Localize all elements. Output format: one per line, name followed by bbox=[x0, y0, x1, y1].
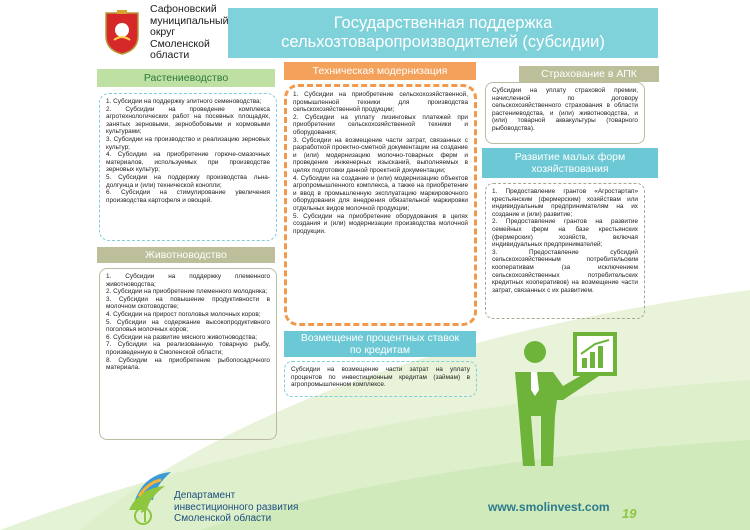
list-item: 1. Субсидии на поддержку элитного семеноводства; bbox=[106, 98, 262, 105]
list-item: 2. Субсидии на уплату лизинговых платежей при приобретении сельскохозяйственной техники и оборудования; bbox=[293, 113, 468, 136]
businessman-chart-icon bbox=[505, 330, 620, 470]
list-item: 4. Субсидии на прирост поголовья молочных коров; bbox=[106, 310, 261, 318]
list-item: 2. Предоставление грантов на развитие семейных ферм на базе крестьянских (фермерских) хозяйств, включая индивидуальных предпринимателей; bbox=[492, 218, 638, 249]
list-item: 6. Субсидии на развитие мясного животноводства; bbox=[106, 333, 258, 341]
insurance-text bbox=[485, 82, 645, 144]
list-item: 5. Субсидии на поддержку производства льна-долгунца и (или) технической конопли; bbox=[106, 173, 270, 189]
livestock-list bbox=[99, 268, 277, 440]
list-item: Субсидии на уплату страховой премии, начисленной по договору сельскохозяйственного страхования в области растениеводства, и (или) животноводства, и (или) товарной аквакультуры (товарного рыбоводства). bbox=[492, 87, 638, 132]
list-item: 4. Субсидии на создание и (или) модернизацию объектов агропромышленного комплекса, а также на приобретение и ввод в промышленную эксплуатацию маркировочного оборудования для внедрения обязательной маркировки отдельных видов молочной продукции; bbox=[293, 174, 468, 212]
list-item: 3. Субсидии на производство и реализацию зерновых культур; bbox=[106, 135, 270, 151]
region-name: Сафоновский муниципальный округ Смоленской области bbox=[150, 3, 229, 61]
dept-line-2: инвестиционного развития bbox=[174, 501, 299, 513]
page-title-banner bbox=[228, 8, 658, 58]
department-logo-icon bbox=[125, 470, 175, 526]
list-item: 1. Субсидии на приобретение сельскохозяйственной, промышленной техники для производства сельскохозяйственной продукции; bbox=[293, 91, 468, 114]
list-item: 2. Субсидии на приобретение племенного молодняка; bbox=[106, 288, 268, 296]
livestock-header: Животноводство bbox=[97, 247, 275, 263]
list-item: 2. Субсидии на проведение комплекса агротехнологических работ на посевных площадях, занятых зерновыми, зернобобовыми и кормовыми культурами; bbox=[106, 105, 270, 136]
list-item: 7. Субсидии на реализованную товарную рыбу, произведенную в Смоленской области; bbox=[106, 341, 270, 356]
list-item: Субсидии на возмещение части затрат на уплату процентов по инвестиционным кредитам (займам) в агропромышленном комплексе. bbox=[291, 366, 470, 389]
list-item: 3. Субсидии на возмещение части затрат, связанных с разработкой проектно-сметной документации на создание и (или) модернизацию молочно-товарных ферм и проведение инженерных изысканий, выполняемых в целях подготовки данной проектной документации; bbox=[293, 136, 468, 174]
crop-header: Растениеводство bbox=[97, 69, 275, 87]
list-item: 1. Предоставление грантов «Агростартап» крестьянским (фермерским) хозяйствам или индивидуальным предпринимателям на их создание и (или) развитие; bbox=[492, 188, 638, 218]
department-name bbox=[174, 490, 334, 525]
dept-line-3: Смоленской области bbox=[174, 513, 272, 524]
list-item: 1. Субсидии на поддержку племенного животноводства; bbox=[106, 273, 270, 288]
list-item: 5. Субсидии на содержание высокопродуктивного поголовья молочных коров; bbox=[106, 318, 270, 334]
list-item: 5. Субсидии на приобретение оборудования в целях создания и (или) модернизации производства молочной продукции. bbox=[293, 212, 468, 235]
list-item: 3. Субсидии на повышение продуктивности в молочном скотоводстве; bbox=[106, 295, 270, 311]
title-line-1: Государственная поддержка bbox=[333, 14, 553, 32]
website-link[interactable]: www.smolinvest.com bbox=[488, 500, 610, 514]
small-list bbox=[485, 183, 645, 319]
crop-list bbox=[99, 93, 277, 241]
list-item: 6. Субсидии на стимулирование увеличения производства картофеля и овощей. bbox=[106, 189, 270, 204]
tech-list bbox=[284, 84, 477, 326]
list-item: 3. Предоставление субсидий сельскохозяйственным потребительским кооперативам (за исключением сельскохозяйственных потребительских кредитных кооперативов) на возмещение части затрат, связанных с их развитием. bbox=[492, 248, 638, 294]
list-item: 4. Субсидии на приобретение горюче-смазочных материалов, используемых при производстве зерновых культур; bbox=[106, 151, 270, 174]
insurance-header: Страхование в АПК bbox=[519, 66, 659, 82]
page-number: 19 bbox=[622, 506, 637, 521]
title-line-2: сельхозтоваропроизводителей (субсидии) bbox=[281, 33, 605, 51]
dept-line-1: Департамент bbox=[174, 490, 236, 501]
list-item: 8. Субсидии на приобретение рыбопосадочного материала. bbox=[106, 356, 270, 372]
small-header: Развитие малых форм хозяйствования bbox=[482, 148, 658, 178]
interest-header: Возмещение процентных ставок по кредитам bbox=[284, 331, 476, 357]
tech-header: Техническая модернизация bbox=[284, 62, 476, 80]
interest-text bbox=[284, 361, 477, 397]
coat-of-arms-icon bbox=[102, 10, 142, 56]
